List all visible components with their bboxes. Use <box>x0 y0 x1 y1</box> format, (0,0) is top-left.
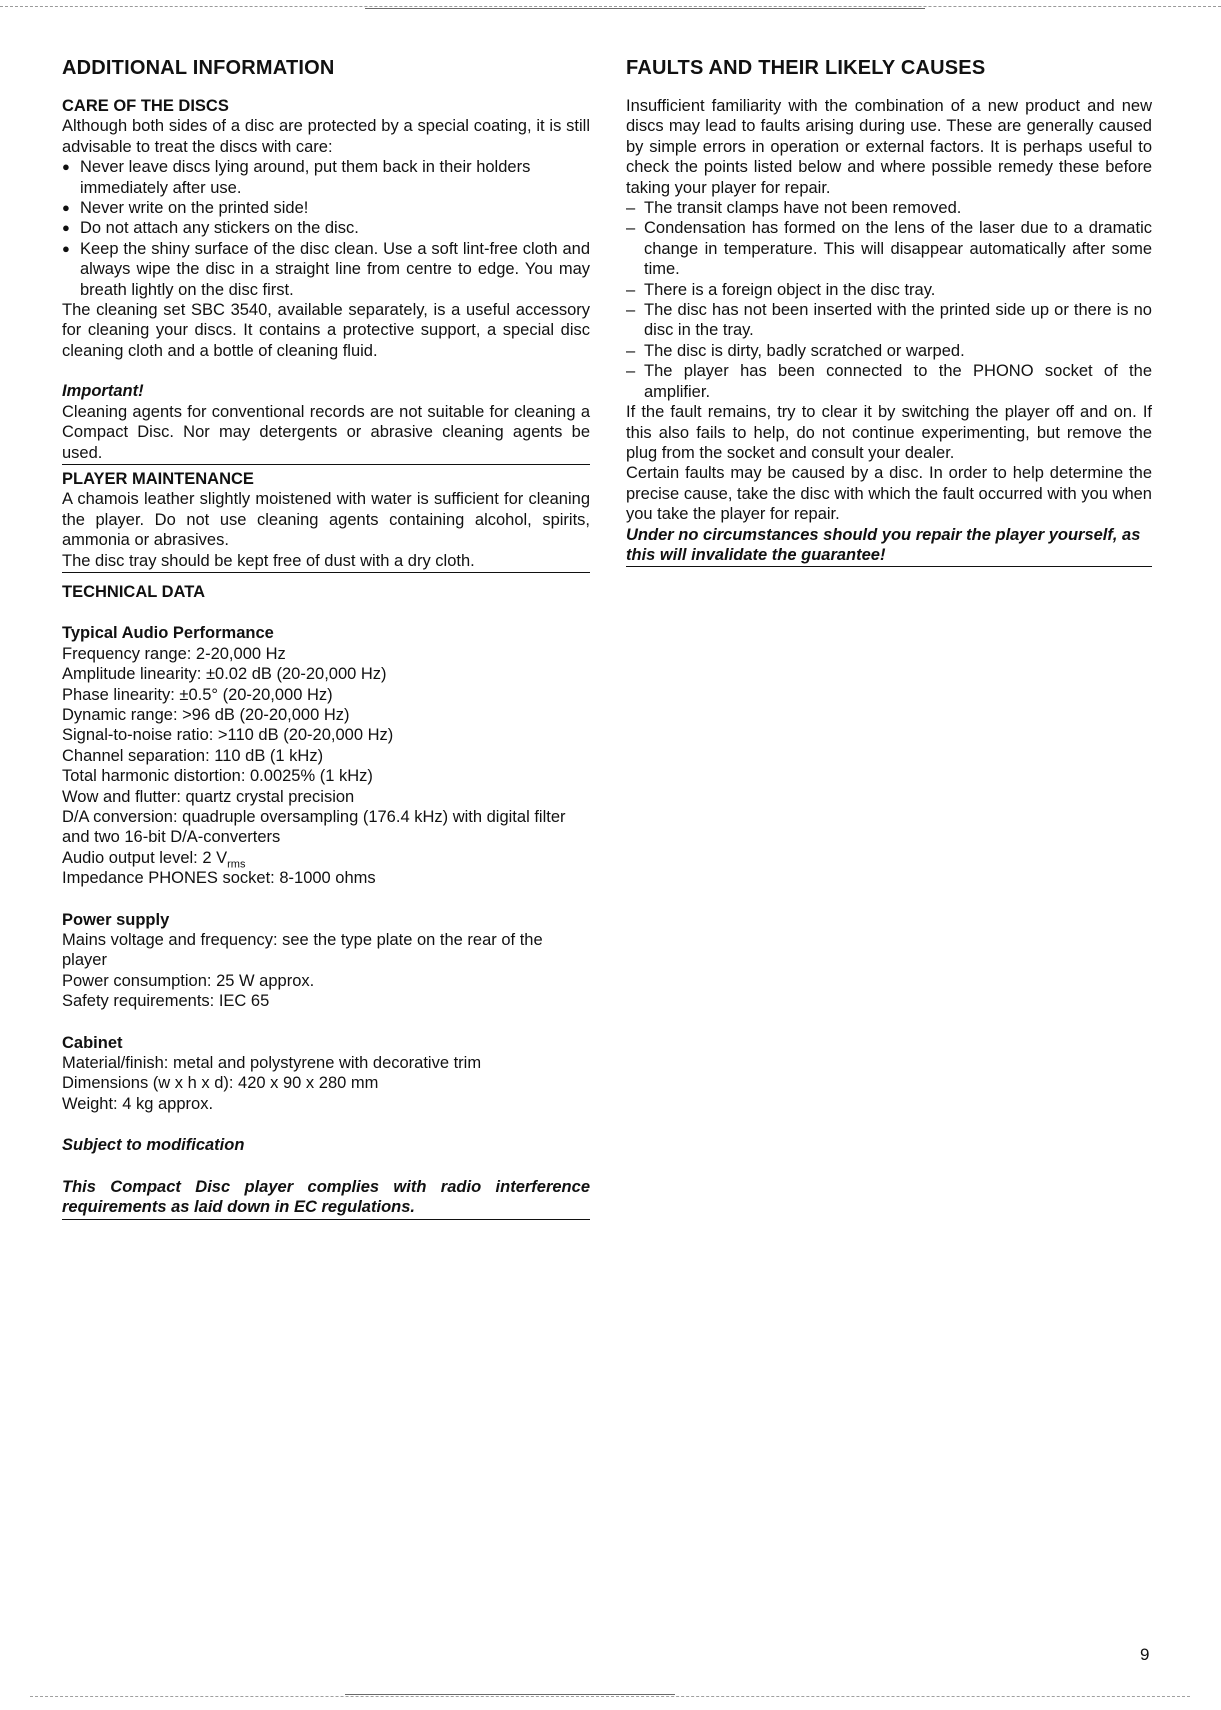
spec-line: Frequency range: 2-20,000 Hz <box>62 644 286 663</box>
list-item: – The player has been connected to the PHONO socket of the amplifier. <box>626 361 1152 402</box>
audio-performance-heading: Typical Audio Performance <box>62 624 274 643</box>
spec-line: Mains voltage and frequency: see the type plate on the rear of the player <box>62 931 543 970</box>
maintenance-block <box>62 489 590 573</box>
spec-line: Amplitude linearity: ±0.02 dB (20-20,000 Hz) <box>62 665 387 684</box>
warning-block <box>626 525 1152 568</box>
list-item: – The disc is dirty, badly scratched or warped. <box>626 341 1152 361</box>
list-item: – Condensation has formed on the lens of the laser due to a dramatic change in temperature. This will disappear automatically after some time. <box>626 218 1152 279</box>
compliance-block <box>62 1177 590 1220</box>
care-bullet-list <box>62 157 590 300</box>
list-item: ● Do not attach any stickers on the disc. <box>62 218 590 238</box>
additional-information-title: ADDITIONAL INFORMATION <box>62 57 335 79</box>
list-item: ● Never write on the printed side! <box>62 198 590 218</box>
spec-line: Dimensions (w x h x d): 420 x 90 x 280 mm <box>62 1074 379 1093</box>
page-number: 9 <box>1140 1645 1150 1664</box>
list-item: – The disc has not been inserted with the printed side up or there is no disc in the tray. <box>626 300 1152 341</box>
list-item: – The transit clamps have not been removed. <box>626 198 1152 218</box>
fault-remains-text: If the fault remains, try to clear it by switching the player off and on. If this also fails to help, do not continue experimenting, but remove the plug from the socket and consult your dealer. <box>626 403 1152 462</box>
spec-line: Wow and flutter: quartz crystal precision <box>62 787 355 806</box>
tray-text: The disc tray should be kept free of dust with a dry cloth. <box>62 551 475 570</box>
care-intro: Although both sides of a disc are protected by a special coating, it is still advisable to treat the discs with care: <box>62 117 590 156</box>
spec-line: Total harmonic distortion: 0.0025% (1 kHz) <box>62 767 373 786</box>
list-item: ● Keep the shiny surface of the disc clean. Use a soft lint-free cloth and always wipe the disc in a straight line from centre to edge. You may breath lightly on the disc first. <box>62 239 590 300</box>
left-column <box>62 56 590 1220</box>
compliance-text: This Compact Disc player complies with radio interference requirements as laid down in EC regulations. <box>62 1177 590 1217</box>
spec-line: Channel separation: 110 dB (1 kHz) <box>62 746 324 765</box>
spec-line: Dynamic range: >96 dB (20-20,000 Hz) <box>62 705 350 724</box>
right-column <box>626 56 1152 567</box>
scan-edge-top-line <box>365 8 925 9</box>
faults-intro: Insufficient familiarity with the combination of a new product and new discs may lead to faults arising during use. These are generally caused by simple errors in operation or external factors. It is perhaps useful to check the points listed below and where possible remedy these before taking your player for repair. <box>626 97 1152 197</box>
spec-line: Material/finish: metal and polystyrene with decorative trim <box>62 1054 482 1073</box>
list-item: – There is a foreign object in the disc tray. <box>626 280 1152 300</box>
repair-warning: Under no circumstances should you repair the player yourself, as this will invalidate the guarantee! <box>626 525 1141 564</box>
maintenance-heading: PLAYER MAINTENANCE <box>62 469 254 488</box>
spec-line: Signal-to-noise ratio: >110 dB (20-20,000 Hz) <box>62 726 394 745</box>
fault-causes-list <box>626 198 1152 402</box>
important-block <box>62 402 590 465</box>
faults-title: FAULTS AND THEIR LIKELY CAUSES <box>626 57 986 79</box>
spec-line: Phase linearity: ±0.5° (20-20,000 Hz) <box>62 685 333 704</box>
technical-data-heading: TECHNICAL DATA <box>62 582 205 601</box>
spec-line: Weight: 4 kg approx. <box>62 1094 214 1113</box>
scan-edge-bottom-line <box>345 1694 675 1695</box>
cleaning-set-text: The cleaning set SBC 3540, available separately, is a useful accessory for cleaning your discs. It contains a protective support, a special disc cleaning cloth and a bottle of cleaning fluid. <box>62 301 590 360</box>
scan-edge-bottom <box>30 1696 1190 1697</box>
important-label: Important! <box>62 382 144 401</box>
spec-line: D/A conversion: quadruple oversampling (176.4 kHz) with digital filter and two 16-bit D/A-converters <box>62 808 566 847</box>
care-heading: CARE OF THE DISCS <box>62 97 229 115</box>
spec-line: Safety requirements: IEC 65 <box>62 992 270 1011</box>
output-level-unit: rms <box>227 858 246 871</box>
spec-line: Power consumption: 25 W approx. <box>62 971 315 990</box>
subject-to-modification: Subject to modification <box>62 1136 245 1155</box>
important-text: Cleaning agents for conventional records are not suitable for cleaning a Compact Disc. Nor may detergents or abrasive cleaning agents be used. <box>62 402 590 462</box>
maintenance-text: A chamois leather slightly moistened with water is sufficient for cleaning the player. Do not use cleaning agents containing alcohol, spirits, ammonia or abrasives. <box>62 490 590 550</box>
spec-line: Impedance PHONES socket: 8-1000 ohms <box>62 869 376 888</box>
list-item: ● Never leave discs lying around, put them back in their holders immediately after use. <box>62 157 590 198</box>
cabinet-heading: Cabinet <box>62 1033 123 1052</box>
power-supply-heading: Power supply <box>62 910 170 929</box>
audio-output-level <box>62 848 590 871</box>
certain-faults-text: Certain faults may be caused by a disc. In order to help determine the precise cause, take the disc with which the fault occurred with you when you take the player for repair. <box>626 464 1152 524</box>
output-level-text: Audio output level: 2 V <box>62 848 228 867</box>
